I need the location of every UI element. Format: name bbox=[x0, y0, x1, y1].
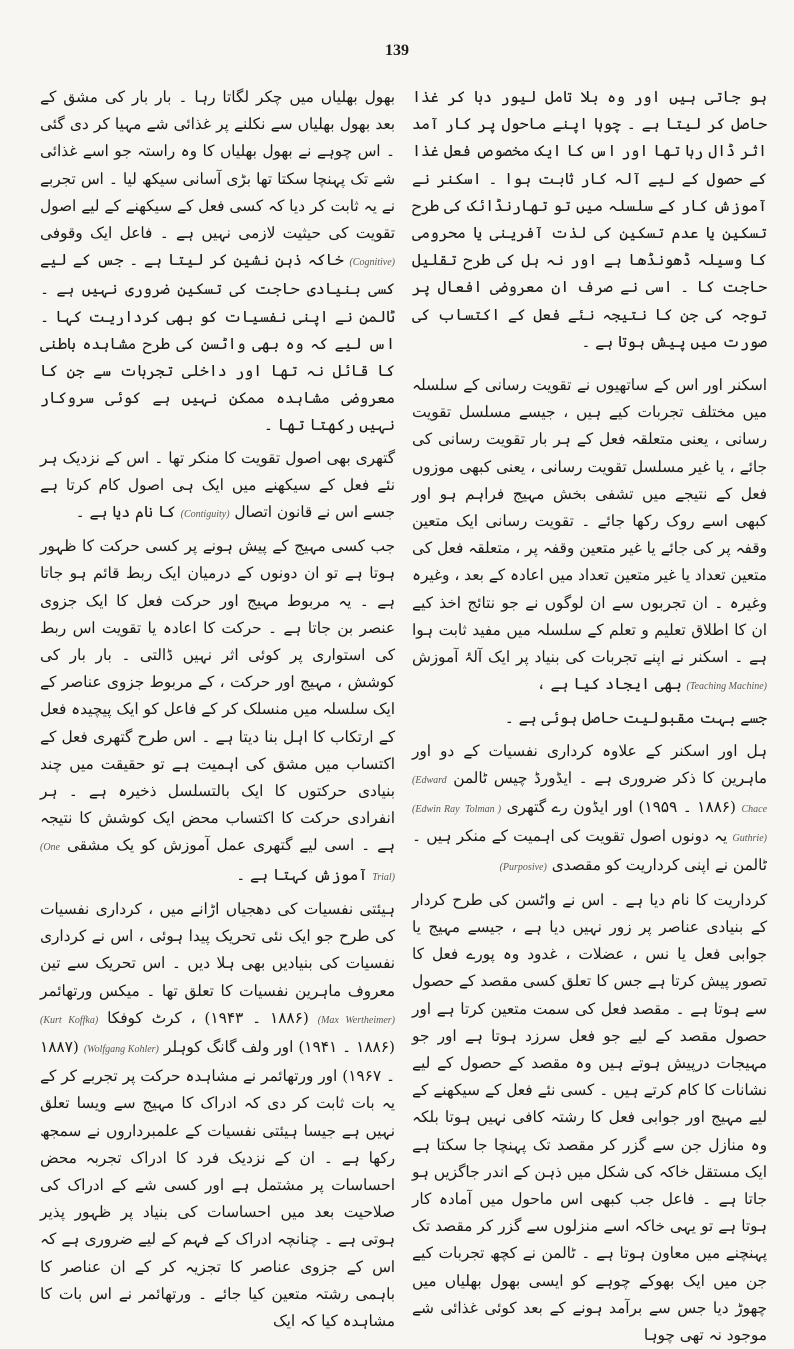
paragraph-9-tail: (۱۸۸۷ ۔ ۱۹۶۷) اور ورتھائمر نے مشاہدہ حرکت پر تجربے کر کے یہ بات ثابت کر دی کہ ادراک کا مہیج سے ویسا تعلق نہیں ہے جیسا ہیئتی نفسیات کے علمبرداروں نے سمجھ رکھا ہے ۔ ان کے نزدیک فرد کا ادراک تجربہ محض احساسات پر مشتمل ہے اور کسی شے کے ادراک کی صلاحیت بعد میں احساسات کی بنیاد پر ظہور پذیر ہوتی ہے ۔ چنانچہ ادراک کے فہم کے لیے ضروری ہے کہ اس کے جزوی عناصر کا تجزیہ کر کے ان عناصر کا باہمی رشتہ متعین کیا جائے ۔ ورتھائمر نے اس بات کا مشاہدہ کیا کہ ایک bbox=[40, 1037, 395, 1330]
latin-term-edwin-ray-guthrie: (Edwin Ray Guthrie) bbox=[412, 804, 767, 845]
paragraph-9-text: ہیئتی نفسیات کی دھجیاں اڑانے میں ، کرداری نفسیات کی طرح جو ایک نئی تحریک پیدا ہوئی ، اس نے کرداری نفسیات کی بنیادیں بھی ہلا دیں ۔ اس تحریک سے تین معروف ماہرین نفسیات کا تعلق تھا ۔ میکس ورتھائمر bbox=[40, 899, 395, 1000]
latin-term-cognitive: (Cognitive) bbox=[349, 257, 395, 269]
latin-term-purposive: (Purposive) bbox=[499, 862, 547, 874]
paragraph-7-tail: کا نام دیا ہے ۔ bbox=[75, 503, 176, 522]
paragraph-8-text: جب کسی مہیج کے پیش ہونے پر کسی حرکت کا ظہور ہوتا ہے تو ان دونوں کے درمیان ایک ربط قائم ہو جاتا ہے ۔ یہ مربوط مہیج اور حرکت فعل کا ایک جزوی عنصر بن جاتا ہے ۔ حرکت کا اعادہ یا تقویت اس ربط کی استواری پر کوئی اثر نہیں ڈالتی ۔ بار بار کی کوشش ، مہیج اور حرکت ، کے مربوط جزوی عناصر کے ایک سلسلہ میں منسلک کر کے فاعل کو ایک پیچیدہ فعل کے ارتکاب کا اہل بنا دیتا ہے ۔ اس طرح گتھری فعل کے اکتساب میں مشق کی اہمیت ہے تو حقیقت میں چند بنیادی حرکتوں کا ایک بالتسلسل ذخیرہ ہے ۔ ہر انفرادی حرکت کا اکتساب محض ایک کوشش کا نتیجہ ہے ۔ اسی لیے گتھری عمل آموزش کو یک مشقی bbox=[40, 537, 396, 855]
latin-term-kurt-koffka: (Kurt Koffka) bbox=[40, 1014, 99, 1026]
paragraph-4-years: (۱۸۸۶ ۔ ۱۹۵۹) اور ایڈون رے گتھری bbox=[506, 798, 736, 817]
latin-term-tolman: Tolman ) bbox=[465, 804, 502, 816]
paragraph-6-text: بھول بھلیاں میں چکر لگاتا رہا ۔ بار بار کی مشق کے بعد بھول بھلیاں سے نکلنے پر غذائی شے مہیا کر دی گئی ۔ اس چوہے نے بھول بھلیاں کا وہ راستہ جو اسے غذائی شے تک پہنچا سکتا تھا بڑی آسانی سیکھ لیا ۔ اس تجربے نے یہ ثابت کر دیا کہ کسی فعل کے سیکھنے کے لیے اصول تقویت کی حیثیت لازمی نہیں ہے ۔ فاعل ایک وقوفی bbox=[40, 88, 395, 243]
paragraph-4-tail: یہ دونوں اصول تقویت کی اہمیت کے منکر ہیں ۔ ٹالمن نے اپنی کرداریت کو مقصدی bbox=[412, 827, 767, 875]
paragraph-8-tail: آموزش کہتا ہے ۔ bbox=[236, 865, 368, 884]
paragraph-8 bbox=[40, 533, 395, 891]
latin-term-max-wertheimer: (Max Wertheimer) bbox=[317, 1014, 395, 1026]
paragraph-9-years-2: (۱۸۸۶ ۔ ۱۹۴۱) اور ولف گانگ کوہلر bbox=[163, 1037, 395, 1056]
paragraph-4 bbox=[412, 738, 767, 882]
paragraph-6 bbox=[40, 84, 395, 440]
paragraph-7 bbox=[40, 445, 395, 529]
latin-term-edward-chace: (Edward Chace bbox=[412, 774, 768, 816]
paragraph-4-text: ہل اور اسکنر کے علاوہ کرداری نفسیات کے دو اور ماہرین کا ذکر ضروری ہے ۔ ایڈورڈ چیس ٹالمن bbox=[412, 741, 767, 787]
paragraph-2 bbox=[412, 372, 767, 700]
paragraph-9-years-1: (۱۸۸۶ ۔ ۱۹۴۳) ، کرٹ کوفکا bbox=[107, 1008, 309, 1027]
paragraph-9 bbox=[40, 896, 395, 1335]
paragraph-2-text: اسکنر اور اس کے ساتھیوں نے تقویت رسانی کے سلسلہ میں مختلف تجربات کیے ہیں ، جیسے مسلسل تقویت رسانی ، یعنی متعلقہ فعل کے ہر بار تقویت رسانی کی جائے ، یا غیر مسلسل تقویت رسانی ، یعنی کبھی موزوں فعل کے نتیجے میں تشفی بخش مہیج فراہم ہو اور کبھی اسے روک رکھا جائے ۔ تقویت رسانی ایک متعین وقفہ پر کی جائے یا غیر متعین وقفہ پر ، متعلقہ فعل کی متعین تعداد یا غیر متعین تعداد میں اعادہ کے بعد ، وغیرہ وغیرہ ۔ ان تجربوں سے ان لوگوں نے جو نتائج اخذ کیے ان کا اطلاق تعلیم و تعلم کے سلسلہ میں مفید ثابت ہوا ہے ۔ اسکنر نے اپنے تجربات کی بنیاد پر ایک آلۂ آموزش bbox=[412, 376, 767, 667]
paragraph-3: جسے بہت مقبولیت حاصل ہوئی ہے ۔ bbox=[504, 709, 767, 728]
latin-term-wolfgang-kohler: (Wolfgang Kohler) bbox=[83, 1043, 159, 1055]
page-number: 139 bbox=[385, 42, 409, 59]
right-column bbox=[412, 84, 768, 1344]
paragraph-7-text: گتھری بھی اصول تقویت کا منکر تھا ۔ اس کے نزدیک ہر نئے فعل کے سیکھنے میں ایک ہی اصول کام کرتا ہے جسے اس نے قانون اتصال bbox=[40, 448, 395, 522]
latin-term-contiguity: (Contiguity) bbox=[180, 509, 230, 521]
latin-term-one-trial: (One Trial) bbox=[40, 842, 395, 883]
left-column bbox=[40, 84, 396, 1330]
paragraph-6-tail: خاکہ ذہن نشین کر لیتا ہے ۔ جس کے لیے کسی بنیادی حاجت کی تسکین ضروری نہیں ہے ۔ ٹالمن نے اپنی نفسیات کو بھی کرداریت کہا ۔ اس لیے کہ وہ بھی واٹسن کی طرح مشاہدہ باطنی کا قائل نہ تھا اور داخلی تجربات سے جن کا معروضی مشاہدہ ممکن نہیں ہے کوئی سروکار نہیں رکھتا تھا ۔ bbox=[40, 251, 395, 435]
paragraph-1: ہو جاتی ہیں اور وہ بلا تامل لیور دبا کر غذا حاصل کر لیتا ہے ۔ چوہا اپنے ماحول پر کار آمد اثر ڈال رہا تھا اور اس کا ایک مخصوص فعل غذا کے حصول کے لیے آلہ کار ثابت ہوا ۔ اسکنر نے آموزش کار کے سلسلہ میں تو تھارنڈائک کی طرح تسکین یا عدم تسکین کی لذت آفرینی یا محرومی کا وسیلہ ڈھونڈھا ہے اور نہ ہل کی طرح تقلیل حاجت کا ۔ اسی نے صرف ان معروضی افعال پر توجہ کی جن کا نتیجہ نئے فعل کے اکتساب کی صورت میں پیش ہوتا ہے ۔ bbox=[412, 88, 767, 351]
paragraph-5: کرداریت کا نام دیا ہے ۔ اس نے واٹسن کی طرح کردار کے بنیادی عناصر پر زور نہیں دیا ہے ، جیسے مہیج یا جوابی فعل یا نس ، عضلات ، غدود وہ پورے فعل کا تصور پیش کرتا ہے جس کا تعلق کسی مقصد کے حصول سے ہوتا ہے ۔ مقصد فعل کی سمت متعین کرتا ہے اور حصول مقصد کے لیے جو فعل سرزد ہوتا ہے اور جو مہیجات درپیش ہوتے ہیں وہ مقصد کے حصول کے لیے نشانات کا کام کرتے ہیں ۔ کسی نئے فعل کے سیکھنے کے لیے مہیج اور جوابی فعل کا رشتہ کافی نہیں ہوتا بلکہ وہ منازل جن سے گزر کر مقصد تک پہنچا جا سکتا ہے ایک مستقل خاکہ کی شکل میں ذہن کے اندر جاگزیں ہو جاتا ہے ۔ فاعل جب کبھی اس ماحول میں آمادہ کار ہوتا ہے تو یہی خاکہ اسے منزلوں سے گزر کر مقصد تک پہنچنے میں معاون ہوتا ہے ۔ ٹالمن نے کچھ تجربات کیے جن میں ایک بھوکے چوہے کو ایسی بھول بھلیاں میں چھوڑ دیا جس سے برآمد ہونے کے بعد کوئی غذائی شے موجود نہ تھی چوہا bbox=[412, 890, 767, 1344]
latin-term-teaching-machine: (Teaching Machine) bbox=[686, 681, 767, 693]
paragraph-2-ijad: بھی ایجاد کیا ہے ، bbox=[536, 675, 682, 694]
